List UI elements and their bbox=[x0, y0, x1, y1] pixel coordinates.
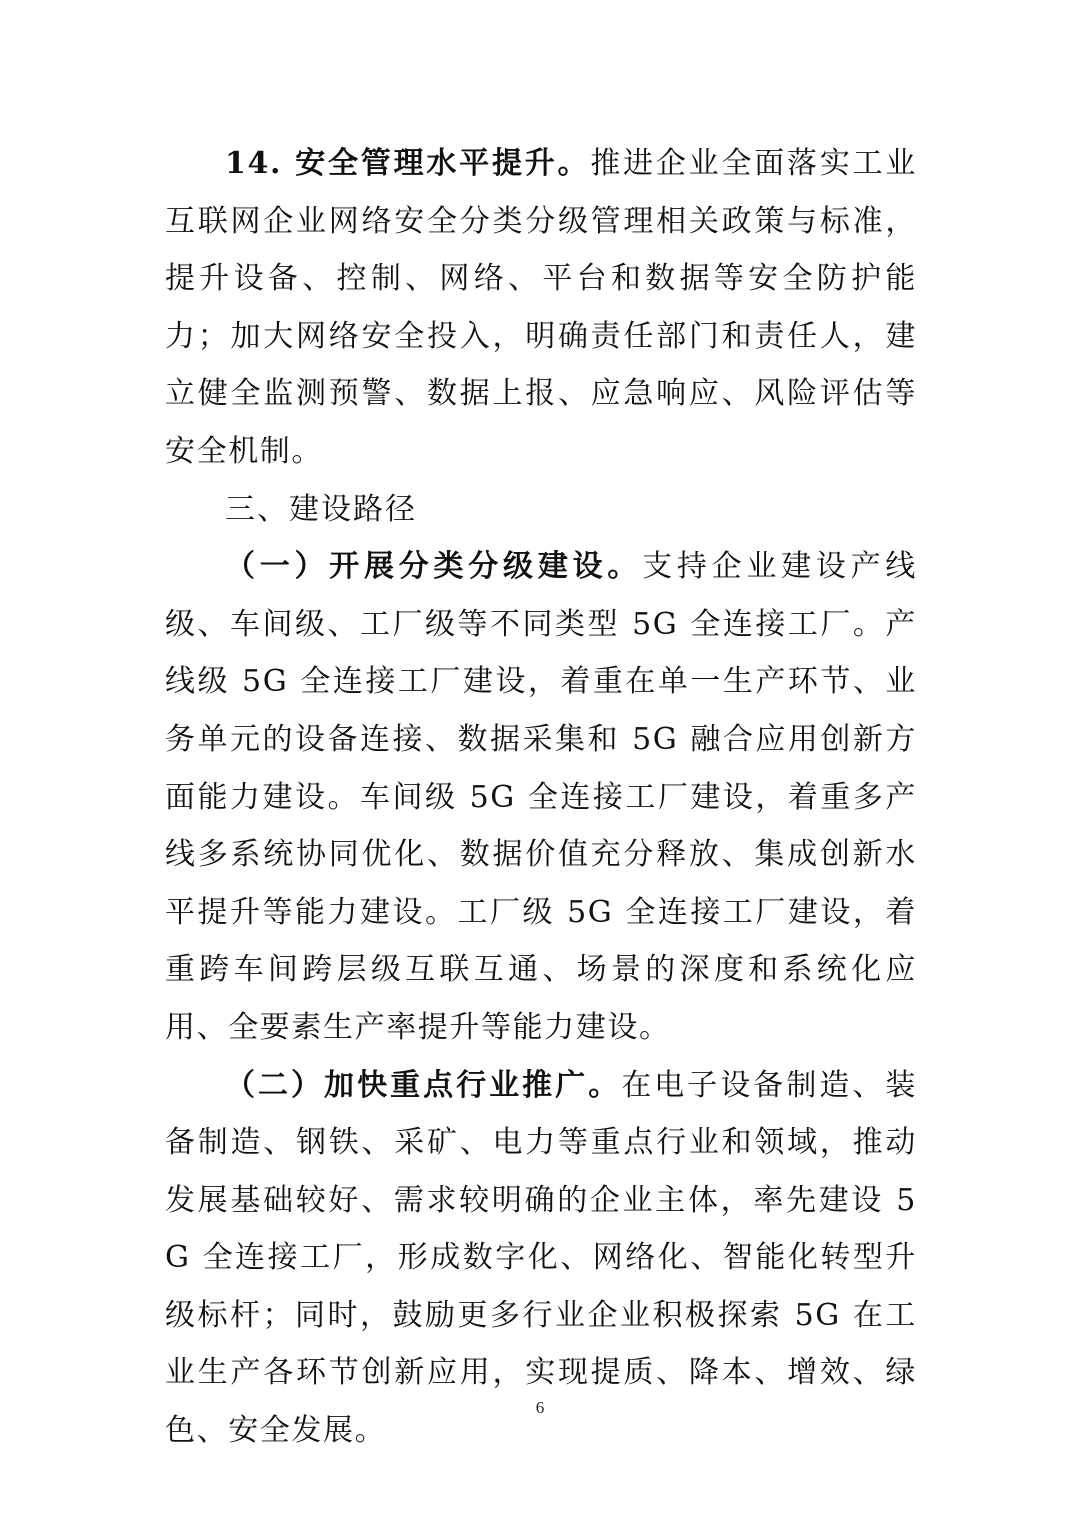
section-heading: 三、建设路径 bbox=[225, 491, 417, 527]
paragraph-classified-construction bbox=[165, 538, 917, 1056]
paragraph-text: 在电子设备制造、装备制造、钢铁、采矿、电力等重点行业和领域，推动发展基础较好、需求较明确的企业主体，率先建设 5G 全连接工厂，形成数字化、网络化、智能化转型升级标杆；同时，鼓励更多行业企业积极探索 5G 在工业生产各环节创新应用，实现提质、降本、增效、绿色、安全发展。 bbox=[165, 1067, 917, 1449]
paragraph-safety-management bbox=[165, 135, 917, 481]
paragraph-text: 支持企业建设产线级、车间级、工厂级等不同类型 5G 全连接工厂。产线级 5G 全连接工厂建设，着重在单一生产环节、业务单元的设备连接、数据采集和 5G 融合应用创新方面能力建设。车间级 5G 全连接工厂建设，着重多产线多系统协同优化、数据价值充分释放、集成创新水平提升等能力建设。工厂级 5G 全连接工厂建设，着重跨车间跨层级互联互通、场景的深度和系统化应用、全要素生产率提升等能力建设。 bbox=[165, 549, 917, 1045]
paragraph-lead: 14. 安全管理水平提升。 bbox=[225, 146, 591, 181]
paragraph-lead: （一）开展分类分级建设。 bbox=[225, 549, 643, 585]
paragraph-text: 推进企业全面落实工业互联网企业网络安全分类分级管理相关政策与标准，提升设备、控制、网络、平台和数据等安全防护能力；加大网络安全投入，明确责任部门和责任人，建立健全监测预警、数据上报、应急响应、风险评估等安全机制。 bbox=[165, 146, 917, 469]
page-number: 6 bbox=[535, 1398, 545, 1417]
paragraph-lead: （二）加快重点行业推广。 bbox=[225, 1067, 622, 1103]
document-body bbox=[165, 135, 917, 1460]
